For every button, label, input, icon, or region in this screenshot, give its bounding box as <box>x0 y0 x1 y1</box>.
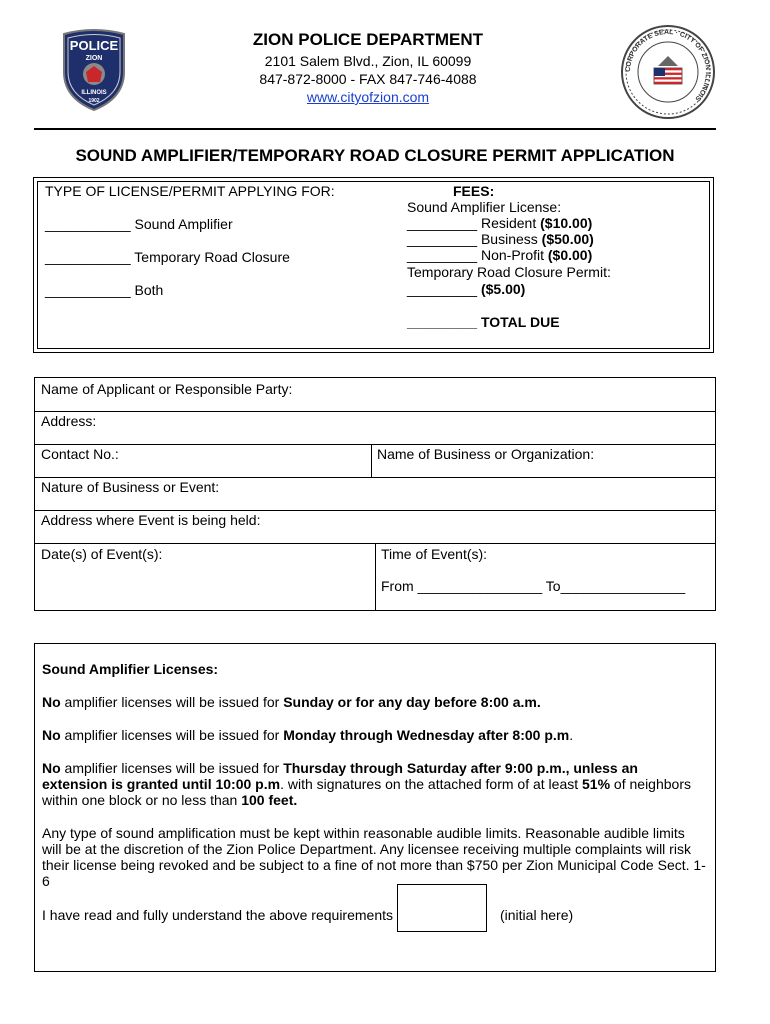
rule-no: No <box>42 694 61 710</box>
svg-text:CORPORATE SEAL · CITY OF ZION: CORPORATE SEAL · CITY OF ZION ILLINOIS <box>624 28 712 103</box>
fees-heading: FEES: <box>453 183 495 199</box>
rule-sunday <box>42 694 706 710</box>
rule-text: amplifier licenses will be issued for <box>60 727 284 743</box>
nature-of-business-field[interactable]: Nature of Business or Event: <box>41 479 220 495</box>
option-both[interactable] <box>45 282 163 298</box>
fee-label: Resident <box>480 215 537 231</box>
rule-mon-wed <box>42 727 706 743</box>
total-label: TOTAL DUE <box>480 314 560 330</box>
fee-resident[interactable] <box>407 215 592 231</box>
from-blank[interactable]: ________________ <box>417 578 543 594</box>
department-name: ZION POLICE DEPARTMENT <box>252 30 484 49</box>
fee-blank[interactable]: _________ <box>407 215 478 231</box>
rule-text: amplifier licenses will be issued for <box>60 694 284 710</box>
department-address: 2101 Salem Blvd., Zion, IL 60099 <box>264 53 472 69</box>
option-label: Sound Amplifier <box>134 216 233 232</box>
department-phone-fax: 847-872-8000 - FAX 847-746-4088 <box>259 71 477 87</box>
rule-bold: 100 feet. <box>241 792 298 808</box>
option-blank[interactable]: ___________ <box>45 282 131 298</box>
from-label: From <box>381 578 414 594</box>
row-divider <box>35 444 715 445</box>
fee-non-profit[interactable] <box>407 247 592 263</box>
applicant-info-table <box>34 377 716 611</box>
fee-amount: ($50.00) <box>541 231 594 247</box>
event-address-field[interactable]: Address where Event is being held: <box>41 512 261 528</box>
address-field[interactable]: Address: <box>41 413 97 429</box>
police-badge-logo <box>60 28 128 112</box>
to-blank[interactable]: ________________ <box>560 578 686 594</box>
fee-blank[interactable]: _________ <box>407 247 478 263</box>
initial-here-label: (initial here) <box>500 907 574 923</box>
option-blank[interactable]: ___________ <box>45 216 131 232</box>
rule-text: amplifier licenses will be issued for <box>60 760 284 776</box>
fee-amount: ($0.00) <box>547 247 593 263</box>
time-from-to-fields[interactable] <box>381 578 685 594</box>
option-sound-amplifier[interactable] <box>45 216 233 232</box>
event-time-label: Time of Event(s): <box>381 546 488 562</box>
sound-license-rules-box <box>34 643 716 972</box>
svg-text:ZION: ZION <box>85 55 103 62</box>
fee-blank[interactable]: _________ <box>407 281 478 297</box>
fee-label: Non-Profit <box>480 247 544 263</box>
fee-business[interactable] <box>407 231 594 247</box>
svg-text:ILLINOIS: ILLINOIS <box>81 90 107 96</box>
contact-number-field[interactable]: Contact No.: <box>41 446 119 462</box>
department-website-link[interactable]: www.cityofzion.com <box>306 89 430 105</box>
svg-text:1902: 1902 <box>88 98 100 104</box>
option-blank[interactable]: ___________ <box>45 249 131 265</box>
acknowledgement-text: I have read and fully understand the above requirements <box>42 907 394 923</box>
total-due[interactable] <box>407 314 560 330</box>
corporate-seal-logo <box>620 24 716 120</box>
row-divider <box>35 411 715 412</box>
header-divider <box>34 128 716 130</box>
fee-amount: ($5.00) <box>480 281 526 297</box>
rule-end: . <box>569 727 574 743</box>
applicant-name-field[interactable]: Name of Applicant or Responsible Party: <box>41 381 293 397</box>
fee-amount: ($10.00) <box>540 215 593 231</box>
rule-text: of neighbors within one block or no less than <box>42 776 691 808</box>
rule-thu-sat <box>42 760 706 808</box>
form-title: SOUND AMPLIFIER/TEMPORARY ROAD CLOSURE PERMIT APPLICATION <box>75 146 675 165</box>
rule-no: No <box>42 727 61 743</box>
svg-text:POLICE: POLICE <box>69 38 119 53</box>
fee-blank[interactable]: _________ <box>407 231 478 247</box>
rule-no: No <box>42 760 61 776</box>
row-divider <box>35 477 715 478</box>
business-name-field[interactable]: Name of Business or Organization: <box>377 446 595 462</box>
column-divider <box>375 543 376 610</box>
permit-type-heading: TYPE OF LICENSE/PERMIT APPLYING FOR: <box>45 183 335 199</box>
option-label: Temporary Road Closure <box>134 249 290 265</box>
rule-audible-limits: Any type of sound amplification must be kept within reasonable audible limits. Reasonable audible limits will be at the discretion of the Zion Police Department. Any licensee receiving multiple complaints will risk their license being revoked and be subject to a fine of not more than $750 per Zion Municipal Code Sect. 1-6 <box>42 825 706 889</box>
row-divider <box>35 510 715 511</box>
total-blank[interactable]: _________ <box>407 314 478 330</box>
option-road-closure[interactable] <box>45 249 290 265</box>
road-closure-fee-heading: Temporary Road Closure Permit: <box>407 264 611 280</box>
fee-road-closure[interactable] <box>407 281 525 297</box>
rule-text: . with signatures on the attached form of at least <box>280 776 583 792</box>
rule-bold: Thursday through Saturday after 9:00 p.m., unless an extension is granted until 10:00 p.m <box>42 760 638 792</box>
rule-bold: 51% <box>582 776 611 792</box>
sound-license-heading: Sound Amplifier License: <box>407 199 562 215</box>
fee-label: Business <box>480 231 538 247</box>
option-label: Both <box>134 282 164 298</box>
rule-bold: Monday through Wednesday after 8:00 p.m <box>283 727 570 743</box>
rules-heading: Sound Amplifier Licenses: <box>42 661 219 677</box>
rule-bold: Sunday or for any day before 8:00 a.m. <box>283 694 541 710</box>
event-dates-field[interactable]: Date(s) of Event(s): <box>41 546 163 562</box>
to-label: To <box>545 578 561 594</box>
initial-input-box[interactable] <box>397 884 487 932</box>
column-divider <box>371 444 372 477</box>
